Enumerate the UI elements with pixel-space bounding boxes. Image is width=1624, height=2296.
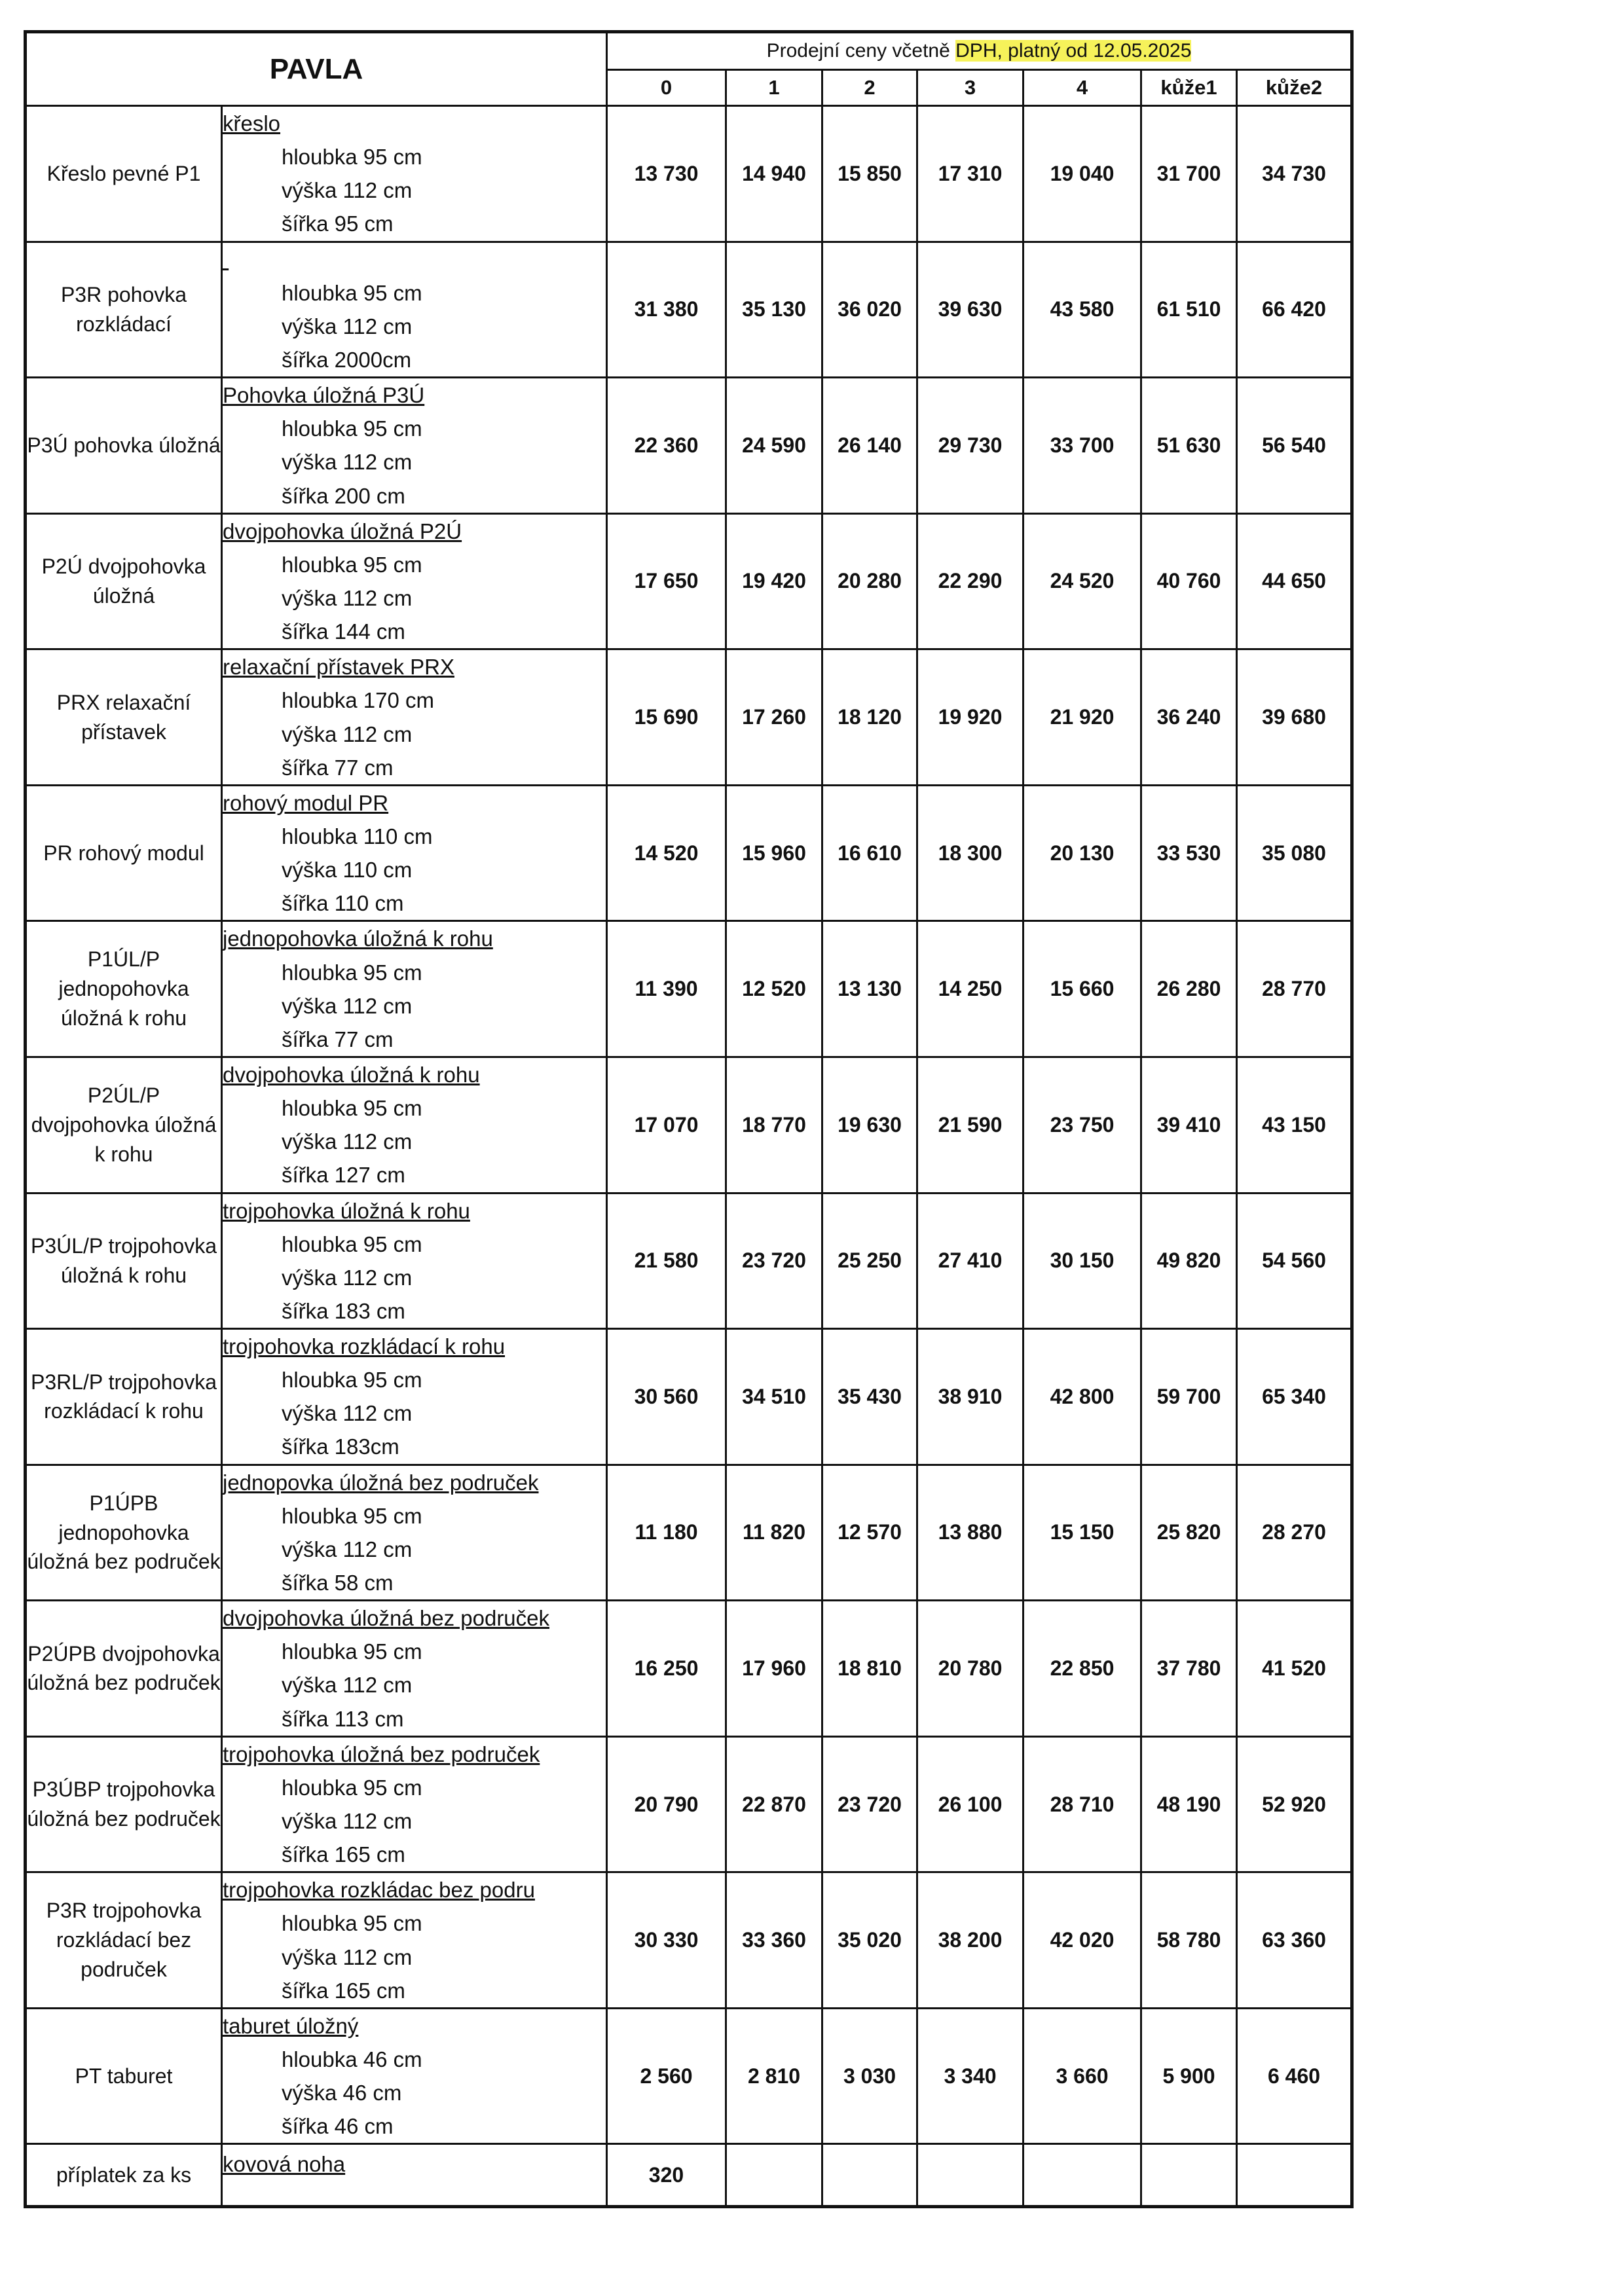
price-cell: 16 610: [822, 785, 917, 921]
product-name: P2ÚL/P dvojpohovka úložná k rohu: [26, 1057, 222, 1193]
product-description: [222, 785, 607, 921]
price-cell: 19 630: [822, 1057, 917, 1193]
price-cell: 30 330: [607, 1872, 726, 2009]
price-cell: 19 920: [917, 649, 1024, 786]
price-cell: 33 360: [726, 1872, 822, 2009]
price-table: [24, 30, 1354, 2208]
product-title: dvojpohovka úložná P2Ú: [223, 519, 462, 543]
price-cell: 40 760: [1141, 513, 1237, 649]
product-title: [223, 243, 606, 276]
price-cell: 37 780: [1141, 1601, 1237, 1737]
price-cell: 13 130: [822, 921, 917, 1057]
dimension-line: hloubka 95 cm: [282, 1503, 422, 1528]
product-description: [222, 106, 607, 242]
table-row: [26, 1465, 1352, 1601]
product-title: trojpohovka rozkládac bez podru: [223, 1878, 535, 1903]
product-title: dvojpohovka úložná k rohu: [223, 1062, 480, 1087]
product-description: [222, 378, 607, 514]
price-cell: 5 900: [1141, 2008, 1237, 2144]
product-description: [222, 1872, 607, 2009]
dimension-line: šířka 127 cm: [282, 1163, 405, 1188]
product-description: [222, 1057, 607, 1193]
price-cell: 12 570: [822, 1465, 917, 1601]
price-cell: 35 430: [822, 1329, 917, 1465]
price-cell: 19 420: [726, 513, 822, 649]
price-cell: 13 880: [917, 1465, 1024, 1601]
price-cell: 33 530: [1141, 785, 1237, 921]
dimension-line: šířka 2000cm: [282, 347, 412, 372]
product-name: P3Ú pohovka úložná: [26, 378, 222, 514]
price-cell: 17 960: [726, 1601, 822, 1737]
table-row: [26, 785, 1352, 921]
product-title: Pohovka úložná P3Ú: [223, 383, 425, 408]
product-name: P3RL/P trojpohovka rozkládací k rohu: [26, 1329, 222, 1465]
price-cell: 15 150: [1024, 1465, 1141, 1601]
price-cell: 15 660: [1024, 921, 1141, 1057]
price-cell: 30 150: [1024, 1193, 1141, 1329]
price-cell: 11 820: [726, 1465, 822, 1601]
product-title: jednopohovka úložná k rohu: [223, 926, 493, 951]
price-cell: 18 810: [822, 1601, 917, 1737]
price-cell: 14 250: [917, 921, 1024, 1057]
product-name: Křeslo pevné P1: [26, 106, 222, 242]
brand-title: PAVLA: [26, 32, 607, 106]
dimension-line: hloubka 95 cm: [282, 416, 422, 441]
price-cell: 23 720: [726, 1193, 822, 1329]
product-description: [222, 1329, 607, 1465]
price-cell: 14 940: [726, 106, 822, 242]
product-description: [222, 649, 607, 786]
price-cell: 54 560: [1237, 1193, 1352, 1329]
empty-cell: [1141, 2144, 1237, 2207]
price-caption: [607, 32, 1352, 70]
product-title: relaxační přístavek PRX: [223, 655, 454, 680]
dimension-line: výška 112 cm: [282, 1265, 413, 1290]
dimension-line: šířka 144 cm: [282, 619, 405, 644]
price-cell: 22 360: [607, 378, 726, 514]
price-cell: 28 270: [1237, 1465, 1352, 1601]
dimension-line: šířka 165 cm: [282, 1978, 405, 2003]
product-name: P1ÚPB jednopohovka úložná bez područek: [26, 1465, 222, 1601]
price-cell: 65 340: [1237, 1329, 1352, 1465]
price-cell: 43 150: [1237, 1057, 1352, 1193]
price-cell: 17 650: [607, 513, 726, 649]
product-title: taburet úložný: [223, 2013, 359, 2038]
table-row: [26, 2008, 1352, 2144]
product-name: PR rohový modul: [26, 785, 222, 921]
price-cell: 42 020: [1024, 1872, 1141, 2009]
price-cell: 6 460: [1237, 2008, 1352, 2144]
price-cell: 49 820: [1141, 1193, 1237, 1329]
price-cell: 31 380: [607, 242, 726, 378]
product-description: [222, 242, 607, 378]
price-cell: 15 850: [822, 106, 917, 242]
price-cell: 23 750: [1024, 1057, 1141, 1193]
price-cell: 34 730: [1237, 106, 1352, 242]
table-header: [26, 32, 1352, 106]
price-cell: 24 520: [1024, 513, 1141, 649]
column-header: 0: [607, 70, 726, 106]
product-description: [222, 1736, 607, 1872]
column-header: kůže2: [1237, 70, 1352, 106]
dimension-line: výška 112 cm: [282, 1944, 413, 1969]
price-cell: 36 240: [1141, 649, 1237, 786]
table-row: [26, 649, 1352, 786]
column-header: kůže1: [1141, 70, 1237, 106]
dimension-line: šířka 110 cm: [282, 891, 404, 916]
empty-cell: [726, 2144, 822, 2207]
dimension-line: hloubka 95 cm: [282, 960, 422, 985]
price-cell: 12 520: [726, 921, 822, 1057]
price-cell: 44 650: [1237, 513, 1352, 649]
price-cell: 56 540: [1237, 378, 1352, 514]
table-row: [26, 1872, 1352, 2009]
price-cell: 22 870: [726, 1736, 822, 1872]
price-cell: 25 250: [822, 1193, 917, 1329]
product-name: P3ÚL/P trojpohovka úložná k rohu: [26, 1193, 222, 1329]
column-header: 3: [917, 70, 1024, 106]
product-name: P2Ú dvojpohovka úložná: [26, 513, 222, 649]
price-cell: 35 130: [726, 242, 822, 378]
dimension-line: šířka 183 cm: [282, 1298, 405, 1323]
table-row: [26, 1601, 1352, 1737]
price-cell: 33 700: [1024, 378, 1141, 514]
price-cell: 58 780: [1141, 1872, 1237, 2009]
product-title: trojpohovka rozkládací k rohu: [223, 1334, 506, 1359]
table-row: [26, 1329, 1352, 1465]
product-description: [222, 513, 607, 649]
price-cell: 26 280: [1141, 921, 1237, 1057]
dimension-line: šířka 46 cm: [282, 2114, 394, 2139]
dimension-line: hloubka 95 cm: [282, 1368, 422, 1393]
dimension-line: šířka 113 cm: [282, 1706, 404, 1731]
column-header: 2: [822, 70, 917, 106]
dimension-line: šířka 165 cm: [282, 1842, 405, 1867]
price-cell: 59 700: [1141, 1329, 1237, 1465]
caption-highlight: DPH, platný od 12.05.2025: [955, 40, 1192, 62]
price-cell: 35 020: [822, 1872, 917, 2009]
price-cell: 38 200: [917, 1872, 1024, 2009]
empty-cell: [1237, 2144, 1352, 2207]
price-cell: 43 580: [1024, 242, 1141, 378]
dimension-line: hloubka 170 cm: [282, 688, 434, 713]
price-cell: 61 510: [1141, 242, 1237, 378]
surcharge-name: příplatek za ks: [26, 2144, 222, 2207]
price-cell: 18 120: [822, 649, 917, 786]
price-cell: 21 590: [917, 1057, 1024, 1193]
price-cell: 17 260: [726, 649, 822, 786]
price-cell: 23 720: [822, 1736, 917, 1872]
product-name: PT taburet: [26, 2008, 222, 2144]
surcharge-description: [222, 2144, 607, 2207]
price-cell: 25 820: [1141, 1465, 1237, 1601]
empty-cell: [917, 2144, 1024, 2207]
empty-cell: [822, 2144, 917, 2207]
product-name: PRX relaxační přístavek: [26, 649, 222, 786]
table-row-surcharge: [26, 2144, 1352, 2207]
product-description: [222, 921, 607, 1057]
price-cell: 34 510: [726, 1329, 822, 1465]
price-cell: 38 910: [917, 1329, 1024, 1465]
dimension-line: výška 112 cm: [282, 721, 413, 746]
price-cell: 15 690: [607, 649, 726, 786]
surcharge-title: kovová noha: [223, 2152, 346, 2177]
product-name: P3R pohovka rozkládací: [26, 242, 222, 378]
price-cell: 31 700: [1141, 106, 1237, 242]
dimension-line: hloubka 95 cm: [282, 1775, 422, 1800]
column-header: 4: [1024, 70, 1141, 106]
column-header: 1: [726, 70, 822, 106]
table-row: [26, 1057, 1352, 1193]
product-title: křeslo: [223, 111, 281, 136]
table-row: [26, 242, 1352, 378]
price-cell: 66 420: [1237, 242, 1352, 378]
price-cell: 36 020: [822, 242, 917, 378]
price-cell: 21 580: [607, 1193, 726, 1329]
dimension-line: šířka 95 cm: [282, 211, 394, 236]
dimension-line: šířka 183cm: [282, 1434, 399, 1459]
price-cell: 28 710: [1024, 1736, 1141, 1872]
dimension-line: hloubka 95 cm: [282, 145, 422, 170]
price-cell: 24 590: [726, 378, 822, 514]
dimension-line: šířka 77 cm: [282, 1027, 394, 1051]
price-cell: 3 340: [917, 2008, 1024, 2144]
dimension-line: hloubka 95 cm: [282, 280, 422, 305]
product-name: P3ÚBP trojpohovka úložná bez područek: [26, 1736, 222, 1872]
price-cell: 21 920: [1024, 649, 1141, 786]
price-cell: 63 360: [1237, 1872, 1352, 2009]
price-cell: 42 800: [1024, 1329, 1141, 1465]
price-cell: 39 410: [1141, 1057, 1237, 1193]
table-row: [26, 921, 1352, 1057]
product-title: rohový modul PR: [223, 790, 389, 815]
price-cell: 20 790: [607, 1736, 726, 1872]
dimension-line: hloubka 95 cm: [282, 1231, 422, 1256]
table-row: [26, 1193, 1352, 1329]
price-cell: 41 520: [1237, 1601, 1352, 1737]
dimension-line: šířka 58 cm: [282, 1571, 394, 1595]
dimension-line: výška 112 cm: [282, 1129, 413, 1154]
product-name: P1ÚL/P jednopohovka úložná k rohu: [26, 921, 222, 1057]
table-body: [26, 106, 1352, 2207]
dimension-line: hloubka 46 cm: [282, 2047, 422, 2072]
price-cell: 3 030: [822, 2008, 917, 2144]
empty-cell: [1024, 2144, 1141, 2207]
price-cell: 26 100: [917, 1736, 1024, 1872]
product-description: [222, 1465, 607, 1601]
table-row: [26, 513, 1352, 649]
price-cell: 18 770: [726, 1057, 822, 1193]
dimension-line: výška 110 cm: [282, 858, 413, 883]
dimension-line: výška 112 cm: [282, 314, 413, 338]
product-title: jednopovka úložná bez područek: [223, 1470, 539, 1495]
price-cell: 35 080: [1237, 785, 1352, 921]
table-row: [26, 1736, 1352, 1872]
price-cell: 30 560: [607, 1329, 726, 1465]
price-cell: 22 290: [917, 513, 1024, 649]
price-cell: 20 130: [1024, 785, 1141, 921]
price-cell: 3 660: [1024, 2008, 1141, 2144]
price-cell: 2 810: [726, 2008, 822, 2144]
dimension-line: výška 112 cm: [282, 178, 413, 203]
dimension-line: výška 112 cm: [282, 450, 413, 475]
price-cell: 48 190: [1141, 1736, 1237, 1872]
product-title: dvojpohovka úložná bez područek: [223, 1606, 550, 1631]
price-cell: 29 730: [917, 378, 1024, 514]
table-row: [26, 378, 1352, 514]
product-description: [222, 2008, 607, 2144]
dimension-line: výška 112 cm: [282, 1673, 413, 1698]
price-cell: 18 300: [917, 785, 1024, 921]
dimension-line: hloubka 95 cm: [282, 1911, 422, 1936]
price-cell: 27 410: [917, 1193, 1024, 1329]
table-row: [26, 106, 1352, 242]
dimension-line: výška 46 cm: [282, 2081, 402, 2105]
dimension-line: hloubka 110 cm: [282, 824, 433, 848]
dimension-line: výška 112 cm: [282, 993, 413, 1018]
price-cell: 11 180: [607, 1465, 726, 1601]
dimension-line: hloubka 95 cm: [282, 1639, 422, 1664]
product-title: trojpohovka úložná bez područek: [223, 1741, 540, 1766]
price-cell: 39 630: [917, 242, 1024, 378]
price-cell: 51 630: [1141, 378, 1237, 514]
price-cell: 13 730: [607, 106, 726, 242]
price-cell: 17 070: [607, 1057, 726, 1193]
dimension-line: šířka 77 cm: [282, 755, 394, 780]
dimension-line: šířka 200 cm: [282, 483, 405, 508]
price-cell: 20 780: [917, 1601, 1024, 1737]
dimension-line: výška 112 cm: [282, 1809, 413, 1834]
product-name: P3R trojpohovka rozkládací bez područek: [26, 1872, 222, 2009]
dimension-line: hloubka 95 cm: [282, 552, 422, 577]
dimension-line: výška 112 cm: [282, 1401, 413, 1426]
price-cell: 11 390: [607, 921, 726, 1057]
price-cell: 39 680: [1237, 649, 1352, 786]
price-cell: 20 280: [822, 513, 917, 649]
dimension-line: výška 112 cm: [282, 585, 413, 610]
price-cell: 14 520: [607, 785, 726, 921]
price-cell: 52 920: [1237, 1736, 1352, 1872]
caption-prefix: Prodejní ceny včetně: [766, 40, 956, 62]
product-title: trojpohovka úložná k rohu: [223, 1198, 470, 1223]
price-cell: 2 560: [607, 2008, 726, 2144]
price-cell: 16 250: [607, 1601, 726, 1737]
price-cell: 26 140: [822, 378, 917, 514]
price-cell: 28 770: [1237, 921, 1352, 1057]
price-cell: 19 040: [1024, 106, 1141, 242]
product-name: P2ÚPB dvojpohovka úložná bez područek: [26, 1601, 222, 1737]
dimension-line: hloubka 95 cm: [282, 1096, 422, 1121]
surcharge-price: 320: [607, 2144, 726, 2207]
price-cell: 22 850: [1024, 1601, 1141, 1737]
price-cell: 17 310: [917, 106, 1024, 242]
price-cell: 15 960: [726, 785, 822, 921]
product-description: [222, 1601, 607, 1737]
dimension-line: výška 112 cm: [282, 1537, 413, 1561]
product-description: [222, 1193, 607, 1329]
